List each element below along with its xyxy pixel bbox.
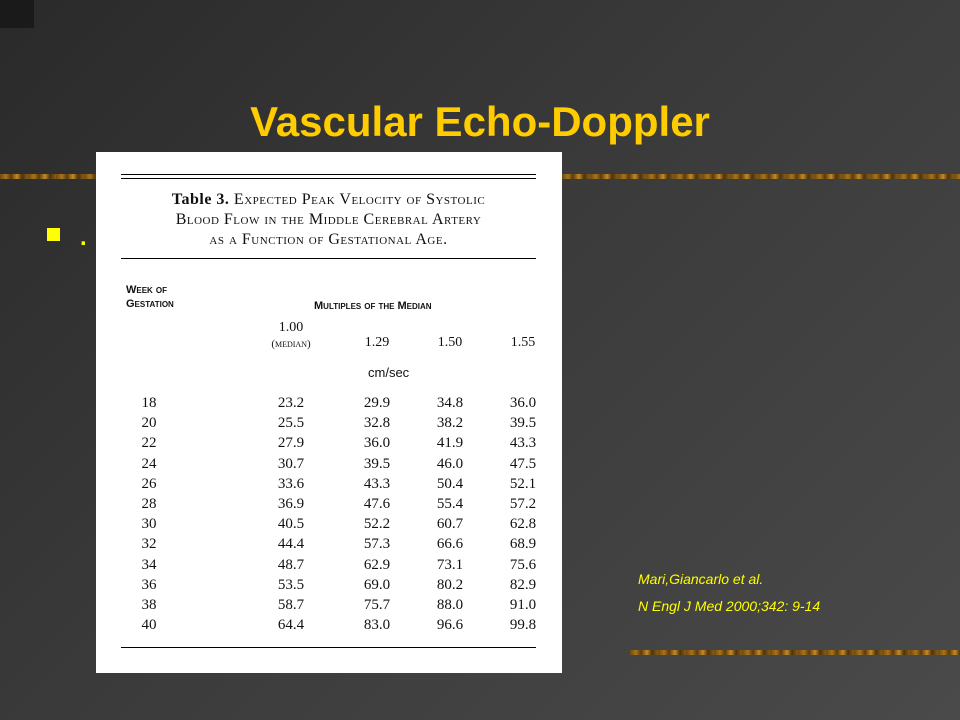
velocity-cell: 83.0: [363, 617, 391, 634]
velocity-cell: 50.4: [436, 475, 464, 492]
table-caption-rule: [121, 258, 536, 259]
table-top-rule-2: [121, 178, 536, 179]
velocity-cell: 36.0: [363, 435, 391, 452]
velocity-cell: 36.9: [277, 496, 305, 512]
unit-label: cm/sec: [368, 365, 410, 380]
caption-line-3: as a Function of Gestational Age.: [209, 231, 448, 248]
gestation-week-cell: 22: [141, 435, 157, 452]
bullet-square-icon: [47, 228, 60, 241]
velocity-cell: 43.3: [509, 435, 537, 452]
table-caption: [121, 190, 536, 250]
velocity-cell: 75.7: [363, 597, 391, 613]
velocity-cell: 41.9: [436, 435, 464, 452]
velocity-cell: 29.9: [363, 395, 391, 411]
table-row: [96, 617, 562, 637]
week-header-line-2: Gestation: [126, 298, 174, 310]
table-row: [96, 435, 562, 455]
table-bottom-rule: [121, 647, 536, 648]
table-image: [96, 152, 562, 673]
velocity-cell: 55.4: [436, 496, 464, 512]
decorative-band-left: [0, 174, 96, 179]
velocity-cell: 69.0: [363, 576, 391, 593]
gestation-week-cell: 20: [141, 415, 157, 432]
velocity-cell: 66.6: [436, 536, 464, 553]
velocity-cell: 47.6: [363, 496, 391, 512]
velocity-cell: 25.5: [277, 415, 305, 432]
velocity-cell: 52.2: [363, 516, 391, 533]
velocity-cell: 34.8: [436, 395, 464, 411]
velocity-cell: 40.5: [277, 516, 305, 533]
gestation-week-cell: 36: [141, 576, 157, 593]
gestation-week-cell: 30: [141, 516, 157, 533]
table-row: [96, 476, 562, 496]
multiples-of-median-header: Multiples of the Median: [314, 300, 432, 312]
velocity-cell: 62.9: [363, 556, 391, 573]
velocity-cell: 48.7: [277, 556, 305, 573]
column-value-1: 1.00: [278, 320, 304, 335]
gestation-week-cell: 32: [141, 536, 157, 553]
velocity-cell: 96.6: [436, 617, 464, 634]
citation-journal: N Engl J Med 2000;342: 9-14: [638, 598, 821, 614]
velocity-cell: 58.7: [277, 597, 305, 613]
week-of-gestation-header: [126, 283, 174, 311]
bullet-text: .: [80, 224, 87, 251]
velocity-cell: 53.5: [277, 576, 305, 593]
velocity-cell: 73.1: [436, 556, 464, 573]
velocity-cell: 80.2: [436, 576, 464, 593]
velocity-cell: 43.3: [363, 475, 391, 492]
citation-authors: Mari,Giancarlo et al.: [638, 571, 764, 587]
velocity-cell: 52.1: [509, 475, 537, 492]
velocity-cell: 57.2: [509, 496, 537, 512]
decorative-band-bottom: [630, 650, 960, 655]
table-row: [96, 557, 562, 577]
week-header-line-1: Week of: [126, 284, 167, 296]
velocity-cell: 68.9: [509, 536, 537, 553]
table-row: [96, 415, 562, 435]
velocity-cell: 57.3: [363, 536, 391, 553]
gestation-week-cell: 28: [141, 496, 157, 512]
velocity-cell: 88.0: [436, 597, 464, 613]
table-row: [96, 496, 562, 516]
median-label: (median): [271, 338, 311, 350]
decorative-band-right: [562, 174, 960, 179]
column-header-4: 1.55: [510, 335, 536, 350]
table-row: [96, 395, 562, 415]
velocity-cell: 82.9: [509, 576, 537, 593]
velocity-cell: 99.8: [509, 617, 537, 634]
velocity-cell: 36.0: [509, 395, 537, 411]
table-top-rule-1: [121, 174, 536, 175]
table-row: [96, 516, 562, 536]
caption-line-2: Blood Flow in the Middle Cerebral Artery: [175, 211, 482, 228]
velocity-cell: 75.6: [509, 556, 537, 573]
table-row: [96, 536, 562, 556]
table-row: [96, 456, 562, 476]
velocity-cell: 32.8: [363, 415, 391, 432]
velocity-cell: 23.2: [277, 395, 305, 411]
caption-line-1: Expected Peak Velocity of Systolic: [233, 191, 486, 208]
column-header-2: 1.29: [364, 335, 390, 350]
velocity-cell: 60.7: [436, 516, 464, 533]
velocity-cell: 33.6: [277, 475, 305, 492]
velocity-cell: 62.8: [509, 516, 537, 533]
velocity-cell: 64.4: [277, 617, 305, 634]
velocity-cell: 46.0: [436, 455, 464, 472]
velocity-cell: 91.0: [509, 597, 537, 613]
velocity-cell: 44.4: [277, 536, 305, 553]
velocity-cell: 47.5: [509, 455, 537, 472]
velocity-cell: 38.2: [436, 415, 464, 432]
gestation-week-cell: 34: [141, 556, 157, 573]
gestation-week-cell: 24: [141, 455, 157, 472]
gestation-week-cell: 40: [141, 617, 157, 634]
velocity-cell: 30.7: [277, 455, 305, 472]
velocity-cell: 39.5: [363, 455, 391, 472]
table-row: [96, 597, 562, 617]
velocity-cell: 39.5: [509, 415, 537, 432]
gestation-week-cell: 38: [141, 597, 157, 613]
column-header-1: [258, 320, 324, 352]
velocity-cell: 27.9: [277, 435, 305, 452]
gestation-week-cell: 18: [141, 395, 157, 411]
table-row: [96, 577, 562, 597]
corner-decoration: [0, 0, 34, 28]
column-header-3: 1.50: [437, 335, 463, 350]
table-label: Table 3.: [171, 191, 230, 208]
gestation-week-cell: 26: [141, 475, 157, 492]
slide-title: Vascular Echo-Doppler: [250, 98, 710, 145]
